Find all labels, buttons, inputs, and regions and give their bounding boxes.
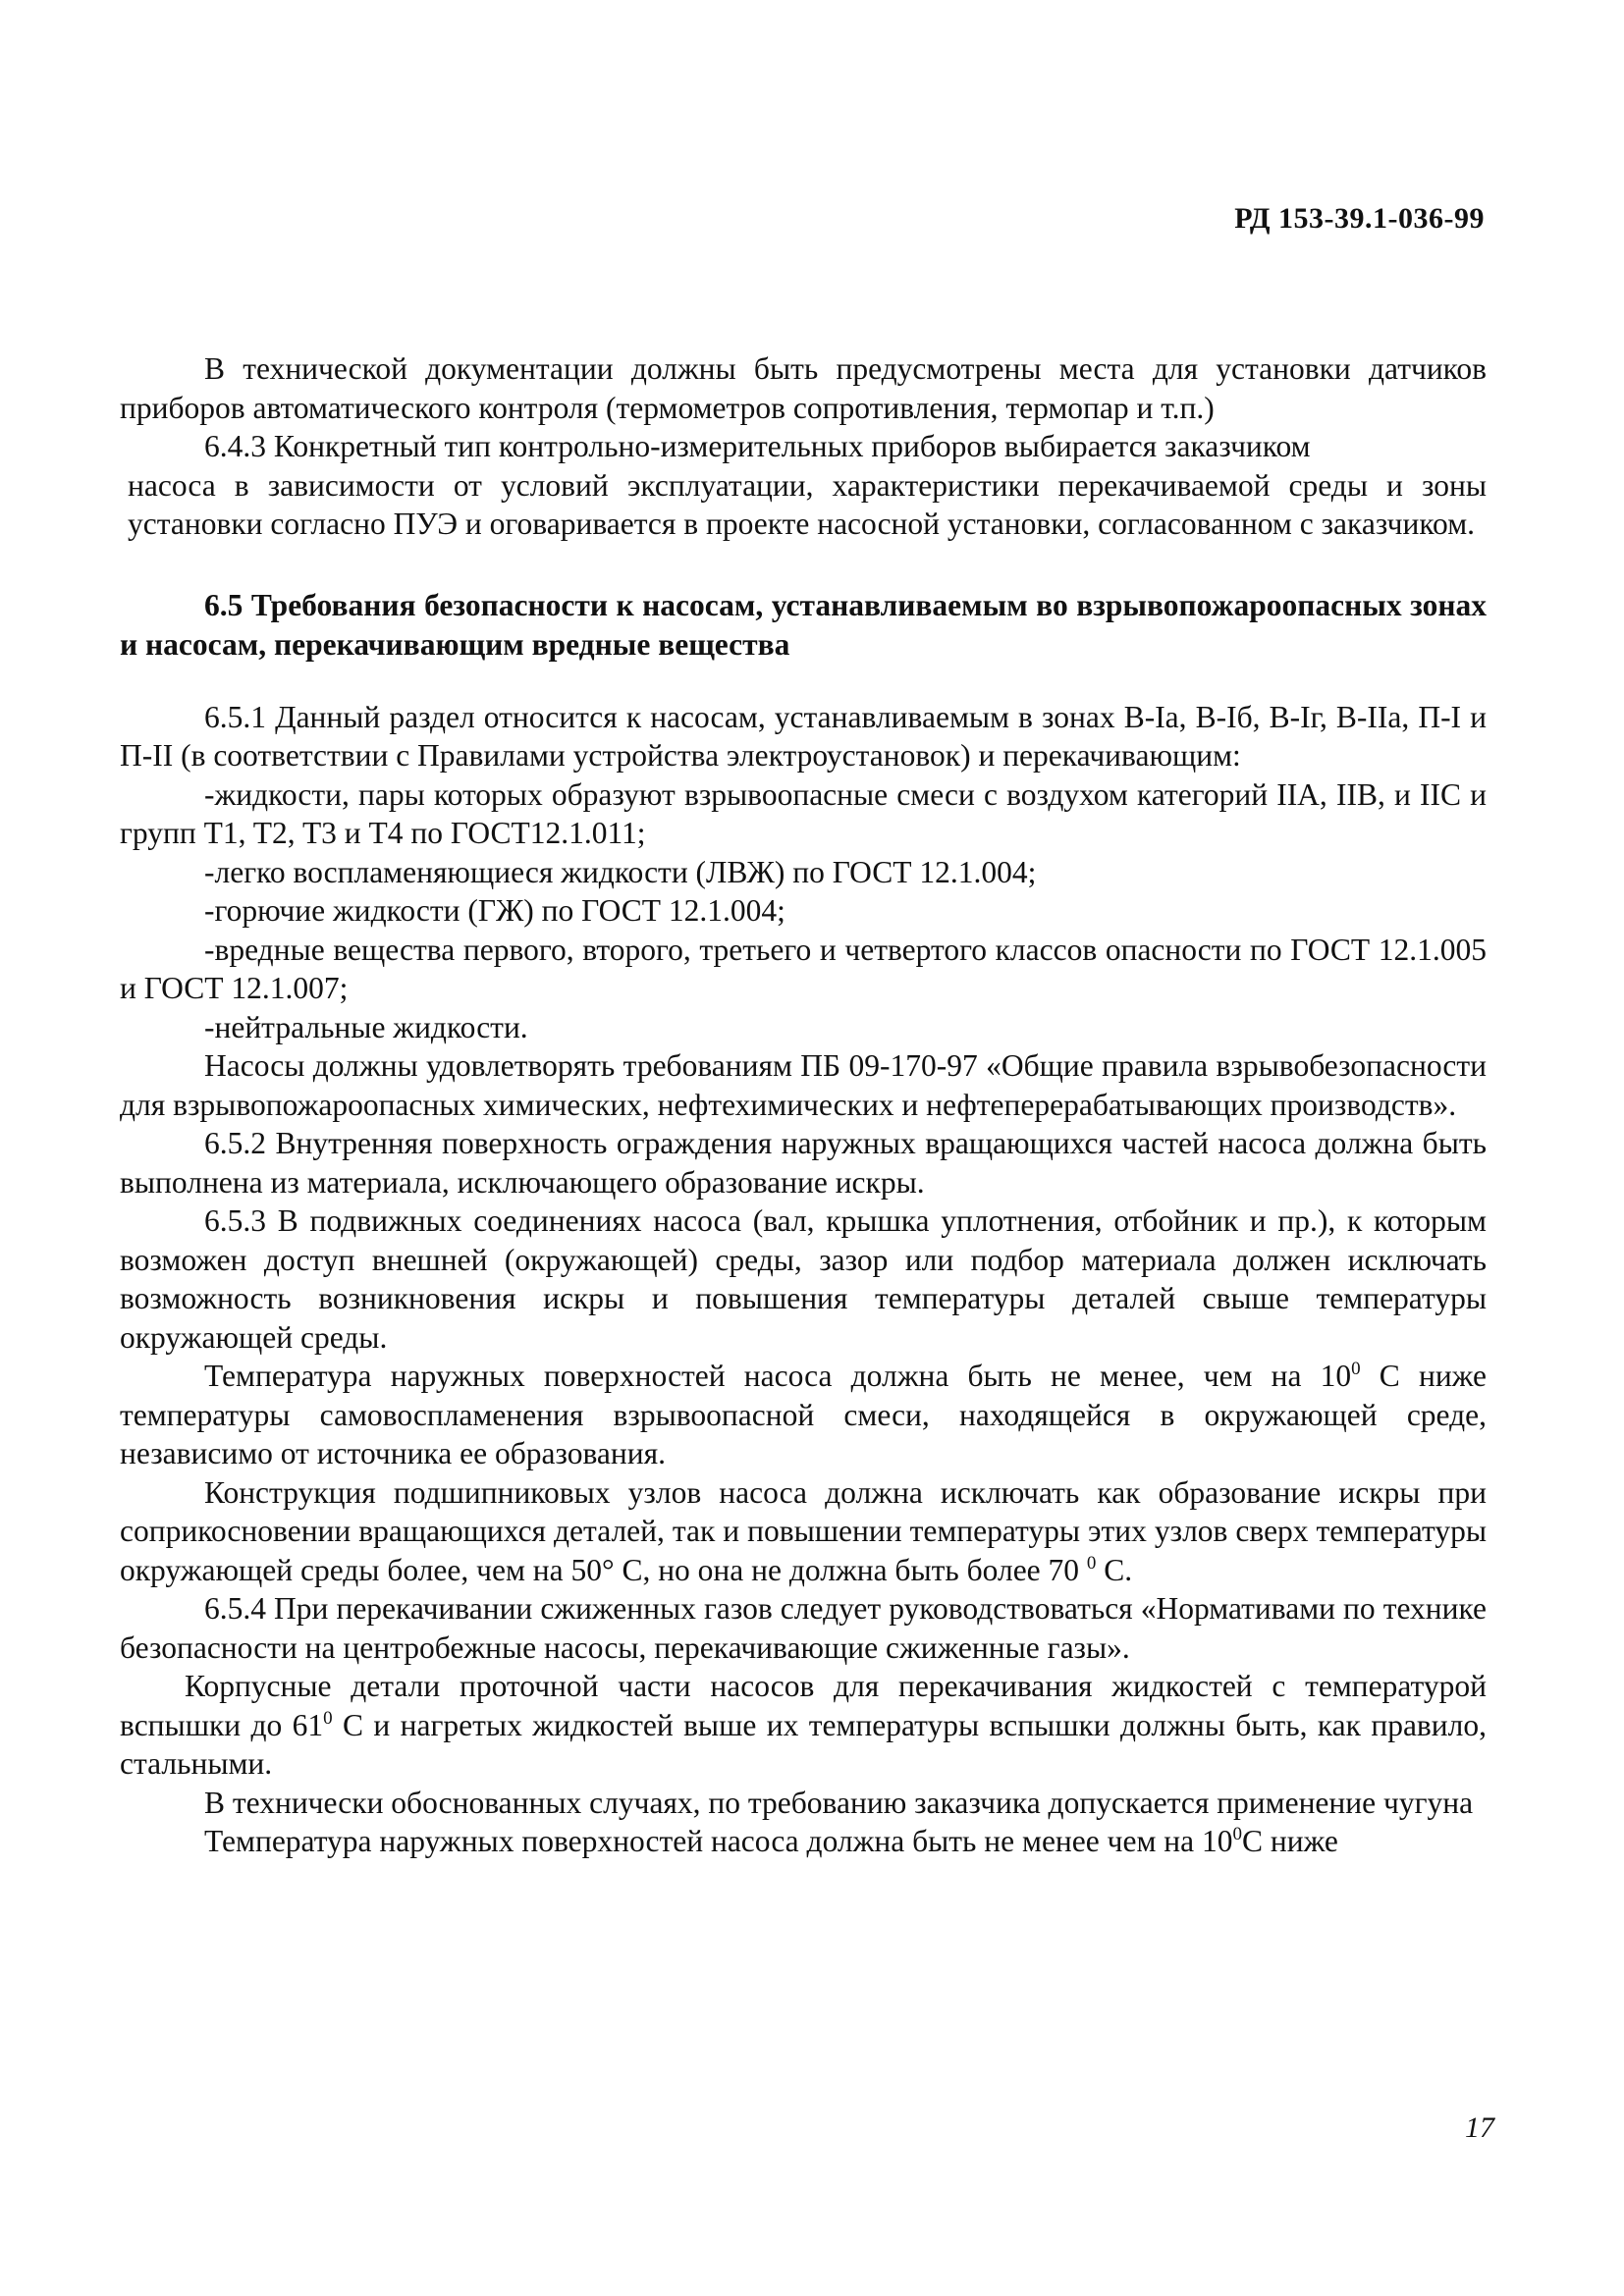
paragraph-652: 6.5.2 Внутренняя поверхность ограждения наружных вращающихся частей насоса должна быть выполнена из материала, исключающего образование искры. [120, 1126, 1487, 1200]
paragraph-housing [120, 1667, 1487, 1784]
paragraph-cast-iron: В технически обоснованных случаях, по требованию заказчика допускается применение чугуна [204, 1785, 1474, 1820]
paragraph-643: 6.4.3 Конкретный тип контрольно-измерительных приборов выбирается заказчиком [204, 429, 1311, 463]
text-run: С ниже [1241, 1824, 1338, 1858]
paragraph-651: 6.5.1 Данный раздел относится к насосам, устанавливаемым в зонах В-Ia, В-Iб, В-Iг, В-IIa, П-I и П-II (в соответствии с Правилами устройства электроустановок) и перекачивающим: [120, 699, 1487, 773]
list-item: -вредные вещества первого, второго, третьего и четвертого классов опасности по ГОСТ 12.1.005 и ГОСТ 12.1.007; [120, 932, 1487, 1005]
text-run: Температура наружных поверхностей насоса должна быть не менее чем на 10 [204, 1824, 1233, 1858]
paragraph-bearings [120, 1473, 1487, 1590]
paragraph: Насосы должны удовлетворять требованиям ПБ 09-170-97 «Общие правила взрывобезопасности для взрывопожароопасных химических, нефтехимических и нефтеперерабатывающих производств». [120, 1048, 1487, 1122]
superscript: 0 [1086, 1552, 1097, 1574]
list-item: -жидкости, пары которых образуют взрывоопасные смеси с воздухом категорий IIA, IIB, и IIC и групп T1, T2, T3 и T4 по ГОСТ12.1.011; [120, 776, 1487, 850]
paragraph-temperature-2 [120, 1822, 1487, 1861]
text-run: Температура наружных поверхностей насоса должна быть не менее, чем на 10 [204, 1359, 1352, 1393]
document-code: РД 153-39.1-036-99 [1234, 202, 1485, 235]
superscript: 0 [1351, 1359, 1361, 1379]
section-heading: 6.5 Требования безопасности к насосам, устанавливаемым во взрывопожароопасных зонах и насосам, перекачивающим вредные вещества [120, 587, 1487, 662]
text-run: Конструкция подшипниковых узлов насоса должна исключать как образование искры при соприкосновении вращающихся деталей, так и повышении температуры этих узлов сверх температуры окружающей среды более, чем на 50° С, но она не должна быть более 70 [120, 1474, 1487, 1587]
list-item: -горючие жидкости (ГЖ) по ГОСТ 12.1.004; [204, 893, 785, 928]
superscript: 0 [323, 1707, 333, 1729]
paragraph-654: 6.5.4 При перекачивании сжиженных газов следует руководствоваться «Нормативами по технике безопасности на центробежные насосы, перекачивающие сжиженные газы». [120, 1591, 1487, 1665]
superscript: 0 [1232, 1824, 1242, 1844]
paragraph: В технической документации должны быть предусмотрены места для установки датчиков приборов автоматического контроля (термометров сопротивления, термопар и т.п.) [120, 351, 1487, 425]
document-body [120, 349, 1487, 1861]
page-number: 17 [1465, 2111, 1494, 2144]
text-run: Корпусные детали проточной части насосов для перекачивания жидкостей с температурой вспышки до 61 [120, 1669, 1487, 1742]
text-run: С и нагретых жидкостей выше их температуры вспышки должны быть, как правило, стальными. [120, 1707, 1487, 1781]
list-item: -нейтральные жидкости. [204, 1009, 528, 1044]
list-item: -легко воспламеняющиеся жидкости (ЛВЖ) по ГОСТ 12.1.004; [204, 854, 1037, 889]
paragraph-temperature [120, 1357, 1487, 1473]
paragraph: насоса в зависимости от условий эксплуатации, характеристики перекачиваемой среды и зоны установки согласно ПУЭ и оговаривается в проекте насосной установки, согласованном с заказчиком. [128, 467, 1487, 541]
paragraph-653: 6.5.3 В подвижных соединениях насоса (вал, крышка уплотнения, отбойник и пр.), к которым возможен доступ внешней (окружающей) среды, зазор или подбор материала должен исключать возможность возникновения искры и повышения температуры деталей свыше температуры окружающей среды. [120, 1203, 1487, 1355]
text-run: С ниже температуры самовоспламенения взрывоопасной смеси, находящейся в окружающей среде, независимо от источника ее образования. [120, 1359, 1488, 1470]
text-run: С. [1096, 1552, 1133, 1587]
